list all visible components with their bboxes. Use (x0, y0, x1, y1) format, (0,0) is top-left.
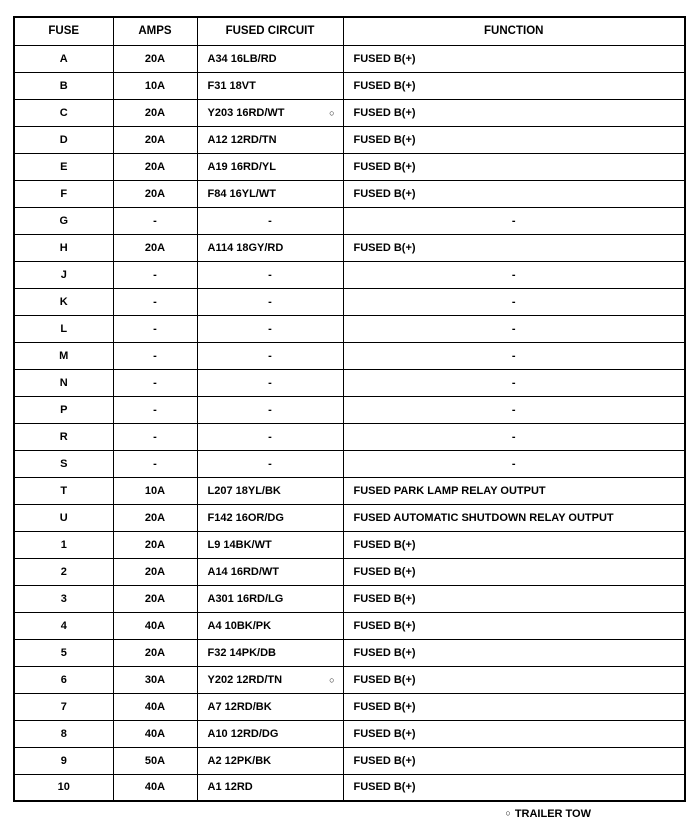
header-row (14, 17, 685, 45)
amps-cell: 20A (113, 504, 197, 531)
circuit-cell (197, 261, 343, 288)
amps-cell: 20A (113, 99, 197, 126)
circuit-label: - (268, 214, 272, 227)
circuit-label: A10 12RD/DG (207, 727, 279, 740)
circuit-label: F32 14PK/DB (207, 646, 276, 659)
function-cell: - (343, 342, 685, 369)
circuit-label: A4 10BK/PK (207, 619, 272, 632)
function-cell: FUSED B(+) (343, 585, 685, 612)
fuse-cell: 5 (14, 639, 113, 666)
function-cell: FUSED B(+) (343, 612, 685, 639)
amps-cell: - (113, 288, 197, 315)
circuit-cell (197, 747, 343, 774)
circuit-cell (197, 396, 343, 423)
fuse-cell: D (14, 126, 113, 153)
fuse-cell: U (14, 504, 113, 531)
circuit-cell (197, 585, 343, 612)
table-row (14, 504, 685, 531)
circuit-cell (197, 288, 343, 315)
table-row (14, 153, 685, 180)
function-cell: FUSED B(+) (343, 234, 685, 261)
circuit-cell (197, 720, 343, 747)
circuit-cell (197, 639, 343, 666)
amps-cell: 20A (113, 585, 197, 612)
function-cell: FUSED B(+) (343, 720, 685, 747)
amps-cell: 20A (113, 126, 197, 153)
circuit-label: - (268, 376, 272, 389)
fuse-cell: 7 (14, 693, 113, 720)
fuse-table-header (14, 17, 685, 45)
fuse-cell: 2 (14, 558, 113, 585)
circuit-cell (197, 207, 343, 234)
amps-cell: 40A (113, 774, 197, 801)
table-row (14, 99, 685, 126)
table-row (14, 288, 685, 315)
table-row (14, 261, 685, 288)
circuit-cell (197, 315, 343, 342)
trailer-tow-circle-icon: ○ (505, 808, 511, 818)
fuse-cell: C (14, 99, 113, 126)
amps-cell: 20A (113, 639, 197, 666)
fuse-cell: 8 (14, 720, 113, 747)
circuit-label: F31 18VT (207, 79, 256, 92)
fuse-cell: K (14, 288, 113, 315)
table-row (14, 693, 685, 720)
function-cell: FUSED B(+) (343, 180, 685, 207)
circuit-cell (197, 126, 343, 153)
fuse-cell: H (14, 234, 113, 261)
circuit-label: F84 16YL/WT (207, 187, 276, 200)
function-cell: FUSED AUTOMATIC SHUTDOWN RELAY OUTPUT (343, 504, 685, 531)
table-row (14, 396, 685, 423)
amps-cell: 10A (113, 72, 197, 99)
table-row (14, 639, 685, 666)
circuit-cell (197, 558, 343, 585)
fuse-cell: T (14, 477, 113, 504)
fuse-cell: 10 (14, 774, 113, 801)
circuit-label: A19 16RD/YL (207, 160, 276, 173)
fuse-cell: G (14, 207, 113, 234)
circuit-label: A34 16LB/RD (207, 52, 277, 65)
table-row (14, 774, 685, 801)
table-row (14, 342, 685, 369)
circuit-label: - (268, 268, 272, 281)
function-cell: FUSED B(+) (343, 639, 685, 666)
function-cell: FUSED B(+) (343, 666, 685, 693)
amps-cell: - (113, 396, 197, 423)
header-fuse: FUSE (14, 17, 113, 45)
table-row (14, 180, 685, 207)
circuit-label: F142 16OR/DG (207, 511, 284, 524)
function-cell: FUSED B(+) (343, 531, 685, 558)
circuit-label: L9 14BK/WT (207, 538, 272, 551)
header-fused-circuit: FUSED CIRCUIT (197, 17, 343, 45)
trailer-tow-label: TRAILER TOW (514, 808, 591, 820)
table-row (14, 585, 685, 612)
fuse-cell: N (14, 369, 113, 396)
fuse-cell: E (14, 153, 113, 180)
function-cell: - (343, 450, 685, 477)
trailer-tow-marker: ○ (329, 674, 335, 685)
fuse-cell: 6 (14, 666, 113, 693)
circuit-cell (197, 342, 343, 369)
fuse-cell: 1 (14, 531, 113, 558)
fuse-cell: B (14, 72, 113, 99)
fuse-cell: S (14, 450, 113, 477)
circuit-cell (197, 693, 343, 720)
amps-cell: - (113, 342, 197, 369)
function-cell: FUSED PARK LAMP RELAY OUTPUT (343, 477, 685, 504)
amps-cell: 40A (113, 612, 197, 639)
circuit-label: A114 18GY/RD (207, 241, 284, 254)
function-cell: FUSED B(+) (343, 99, 685, 126)
amps-cell: - (113, 423, 197, 450)
fuse-table (13, 16, 686, 802)
circuit-cell (197, 774, 343, 801)
circuit-cell (197, 180, 343, 207)
fuse-cell: 4 (14, 612, 113, 639)
circuit-cell (197, 72, 343, 99)
amps-cell: 10A (113, 477, 197, 504)
table-row (14, 315, 685, 342)
amps-cell: 20A (113, 153, 197, 180)
trailer-tow-legend (13, 802, 686, 820)
table-row (14, 369, 685, 396)
trailer-tow-marker: ○ (329, 107, 335, 118)
circuit-label: A14 16RD/WT (207, 565, 280, 578)
circuit-cell (197, 423, 343, 450)
circuit-label: Y203 16RD/WT (207, 106, 285, 119)
table-row (14, 234, 685, 261)
circuit-cell (197, 504, 343, 531)
function-cell: - (343, 288, 685, 315)
fuse-cell: A (14, 45, 113, 72)
circuit-label: - (268, 403, 272, 416)
circuit-cell (197, 234, 343, 261)
circuit-label: A12 12RD/TN (207, 133, 277, 146)
table-row (14, 558, 685, 585)
amps-cell: 20A (113, 45, 197, 72)
function-cell: FUSED B(+) (343, 126, 685, 153)
table-row (14, 477, 685, 504)
fuse-table-body (14, 45, 685, 801)
amps-cell: - (113, 261, 197, 288)
circuit-label: - (268, 322, 272, 335)
circuit-cell (197, 666, 343, 693)
table-row (14, 666, 685, 693)
function-cell: - (343, 261, 685, 288)
table-row (14, 531, 685, 558)
amps-cell: - (113, 369, 197, 396)
circuit-label: - (268, 295, 272, 308)
fuse-cell: P (14, 396, 113, 423)
circuit-label: - (268, 349, 272, 362)
amps-cell: 50A (113, 747, 197, 774)
circuit-label: - (268, 430, 272, 443)
table-row (14, 450, 685, 477)
table-row (14, 207, 685, 234)
circuit-label: A2 12PK/BK (207, 754, 272, 767)
circuit-cell (197, 153, 343, 180)
amps-cell: 40A (113, 720, 197, 747)
header-function: FUNCTION (343, 17, 685, 45)
table-row (14, 720, 685, 747)
fuse-cell: M (14, 342, 113, 369)
circuit-label: A7 12RD/BK (207, 700, 272, 713)
function-cell: - (343, 369, 685, 396)
function-cell: FUSED B(+) (343, 774, 685, 801)
function-cell: - (343, 423, 685, 450)
amps-cell: 30A (113, 666, 197, 693)
fuse-cell: F (14, 180, 113, 207)
function-cell: FUSED B(+) (343, 558, 685, 585)
function-cell: FUSED B(+) (343, 747, 685, 774)
function-cell: - (343, 315, 685, 342)
header-amps: AMPS (113, 17, 197, 45)
circuit-cell (197, 531, 343, 558)
table-row (14, 126, 685, 153)
amps-cell: 20A (113, 531, 197, 558)
amps-cell: - (113, 207, 197, 234)
fuse-cell: J (14, 261, 113, 288)
circuit-label: - (268, 457, 272, 470)
amps-cell: - (113, 450, 197, 477)
circuit-cell (197, 477, 343, 504)
table-row (14, 612, 685, 639)
fuse-cell: 3 (14, 585, 113, 612)
function-cell: - (343, 207, 685, 234)
circuit-cell (197, 369, 343, 396)
circuit-cell (197, 99, 343, 126)
fuse-cell: L (14, 315, 113, 342)
function-cell: - (343, 396, 685, 423)
circuit-cell (197, 450, 343, 477)
fuse-cell: R (14, 423, 113, 450)
function-cell: FUSED B(+) (343, 153, 685, 180)
table-row (14, 747, 685, 774)
amps-cell: 20A (113, 558, 197, 585)
function-cell: FUSED B(+) (343, 45, 685, 72)
table-row (14, 423, 685, 450)
amps-cell: - (113, 315, 197, 342)
table-row (14, 72, 685, 99)
amps-cell: 20A (113, 180, 197, 207)
circuit-label: A1 12RD (207, 781, 253, 794)
function-cell: FUSED B(+) (343, 693, 685, 720)
table-row (14, 45, 685, 72)
circuit-label: Y202 12RD/TN (207, 673, 283, 686)
circuit-cell (197, 45, 343, 72)
amps-cell: 40A (113, 693, 197, 720)
circuit-label: L207 18YL/BK (207, 484, 281, 497)
circuit-cell (197, 612, 343, 639)
amps-cell: 20A (113, 234, 197, 261)
circuit-label: A301 16RD/LG (207, 592, 284, 605)
fuse-cell: 9 (14, 747, 113, 774)
function-cell: FUSED B(+) (343, 72, 685, 99)
